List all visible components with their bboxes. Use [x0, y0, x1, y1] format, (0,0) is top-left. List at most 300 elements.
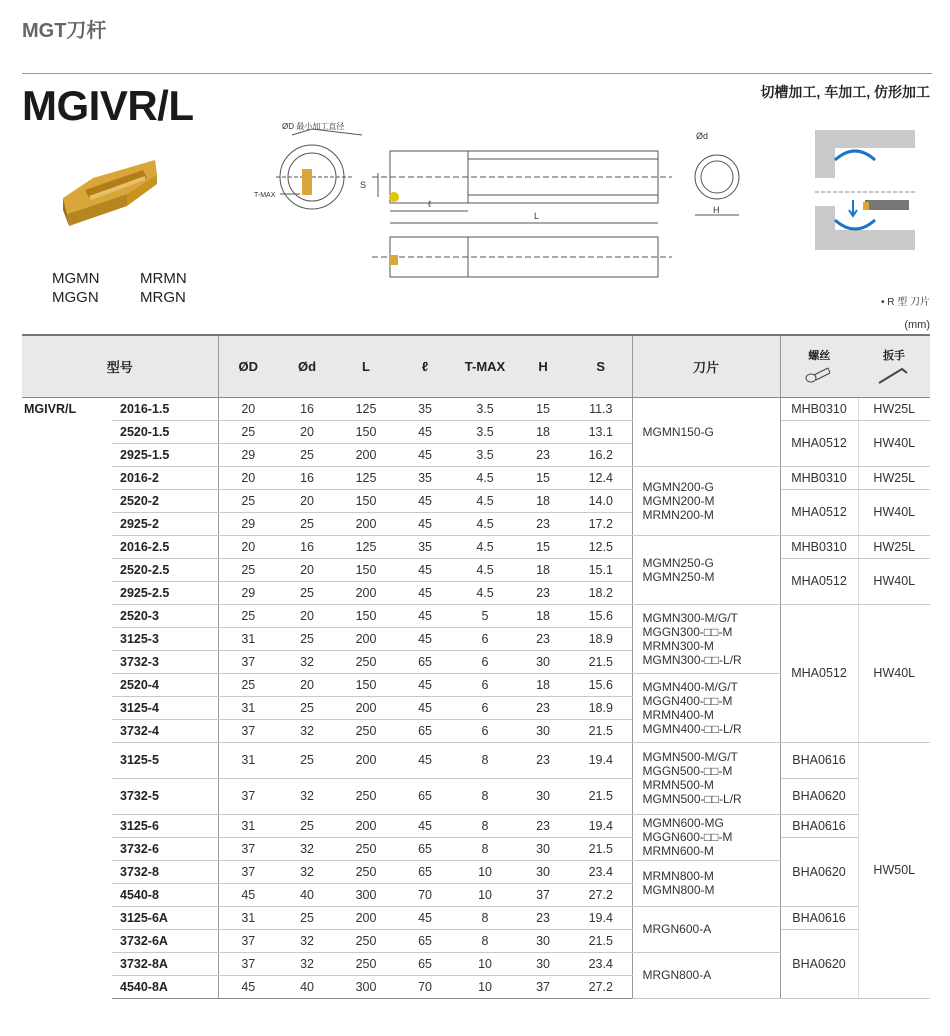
- header-tmax: T-MAX: [454, 335, 516, 397]
- insert-model: MRGN800-A: [642, 968, 712, 982]
- model-cell: 2016-2: [112, 466, 218, 489]
- cell-S: 12.4: [570, 466, 632, 489]
- cell-d: 20: [278, 558, 336, 581]
- cell-D: 37: [218, 650, 278, 673]
- od-label: ØD 最小加工直径: [282, 122, 345, 131]
- cell-tmax: 4.5: [454, 489, 516, 512]
- insert-code: MRGN: [140, 289, 186, 306]
- cell-L: 200: [336, 443, 396, 466]
- table-row: [22, 742, 930, 778]
- cell-d: 32: [278, 952, 336, 975]
- cell-D: 20: [218, 397, 278, 420]
- cell-l: 45: [396, 696, 454, 719]
- table-row: [22, 558, 930, 581]
- od-small-label: Ød: [696, 131, 709, 141]
- r-type-note: • R 型 刀片: [880, 297, 930, 308]
- cell-D: 37: [218, 778, 278, 814]
- h-label: H: [713, 205, 720, 215]
- wrench-cell: HW25L: [858, 397, 930, 420]
- cell-L: 200: [336, 512, 396, 535]
- cell-L: 200: [336, 696, 396, 719]
- model-cell: 2520-1.5: [112, 420, 218, 443]
- cell-D: 31: [218, 696, 278, 719]
- cell-D: 37: [218, 929, 278, 952]
- cell-S: 23.4: [570, 952, 632, 975]
- cell-S: 14.0: [570, 489, 632, 512]
- cell-l: 45: [396, 581, 454, 604]
- cell-L: 150: [336, 558, 396, 581]
- insert-model: MGMN300-M/G/T: [642, 610, 738, 625]
- cell-H: 23: [516, 581, 570, 604]
- cell-D: 37: [218, 719, 278, 742]
- cell-l: 70: [396, 975, 454, 998]
- insert-code: MRMN: [140, 270, 187, 287]
- cell-H: 23: [516, 696, 570, 719]
- cell-L: 200: [336, 906, 396, 929]
- insert-model: MGMN150-G: [642, 424, 714, 439]
- cell-S: 13.1: [570, 420, 632, 443]
- cell-l: 45: [396, 906, 454, 929]
- cell-d: 32: [278, 860, 336, 883]
- applications-text: 切槽加工, 车加工, 仿形加工: [760, 84, 930, 100]
- machining-illustration: [815, 130, 915, 250]
- cell-l: 65: [396, 952, 454, 975]
- cell-tmax: 6: [454, 696, 516, 719]
- insert-model: MGMN300-□□-L/R: [642, 652, 742, 667]
- cell-H: 18: [516, 420, 570, 443]
- cell-tmax: 4.5: [454, 535, 516, 558]
- cell-H: 23: [516, 443, 570, 466]
- cell-d: 20: [278, 673, 336, 696]
- cell-d: 25: [278, 742, 336, 778]
- screw-cell: BHA0616: [780, 742, 858, 778]
- cell-D: 25: [218, 420, 278, 443]
- cell-d: 32: [278, 650, 336, 673]
- cell-L: 125: [336, 397, 396, 420]
- cell-d: 16: [278, 466, 336, 489]
- cell-S: 18.2: [570, 581, 632, 604]
- cell-tmax: 3.5: [454, 443, 516, 466]
- cell-S: 21.5: [570, 719, 632, 742]
- cell-H: 23: [516, 512, 570, 535]
- header-model: 型号: [22, 335, 218, 397]
- cell-L: 250: [336, 778, 396, 814]
- insert-cell: [632, 466, 780, 535]
- cell-S: 21.5: [570, 778, 632, 814]
- tmax-label: T-MAX: [254, 192, 276, 199]
- cell-d: 32: [278, 719, 336, 742]
- cell-S: 17.2: [570, 512, 632, 535]
- screw-cell: BHA0620: [780, 837, 858, 906]
- insert-model: MRMN500-M: [642, 778, 714, 792]
- cell-H: 23: [516, 814, 570, 837]
- table-row: [22, 837, 930, 860]
- cell-S: 18.9: [570, 696, 632, 719]
- insert-model: MGMN200-G: [642, 479, 714, 494]
- cell-D: 37: [218, 837, 278, 860]
- cell-L: 200: [336, 627, 396, 650]
- cell-D: 45: [218, 975, 278, 998]
- group-label: MGIVR/L: [24, 401, 77, 416]
- cell-l: 45: [396, 558, 454, 581]
- model-cell: 3732-8A: [112, 952, 218, 975]
- cell-H: 30: [516, 650, 570, 673]
- insert-image: [55, 150, 165, 240]
- cell-S: 23.4: [570, 860, 632, 883]
- cell-H: 30: [516, 778, 570, 814]
- cell-L: 150: [336, 420, 396, 443]
- insert-model: MGMN400-M/G/T: [642, 679, 738, 694]
- cell-l: 65: [396, 719, 454, 742]
- insert-model: MRMN800-M: [642, 869, 714, 883]
- cell-l: 65: [396, 860, 454, 883]
- screw-cell: MHA0512: [780, 420, 858, 466]
- cell-L: 150: [336, 673, 396, 696]
- spec-table: [22, 334, 930, 999]
- cell-S: 15.6: [570, 604, 632, 627]
- cell-d: 25: [278, 443, 336, 466]
- cell-d: 20: [278, 420, 336, 443]
- cell-S: 15.1: [570, 558, 632, 581]
- model-cell: 2925-2: [112, 512, 218, 535]
- insert-model: MGMN250-M: [642, 569, 715, 584]
- cell-tmax: 8: [454, 778, 516, 814]
- wrench-label: 扳手: [883, 350, 906, 363]
- insert-model: MRMN600-M: [642, 844, 714, 858]
- cell-d: 16: [278, 397, 336, 420]
- header-D: ØD: [218, 335, 278, 397]
- wrench-icon: [876, 365, 912, 385]
- cell-tmax: 8: [454, 837, 516, 860]
- model-cell: 3732-3: [112, 650, 218, 673]
- screw-cell: BHA0620: [780, 929, 858, 998]
- cell-tmax: 8: [454, 906, 516, 929]
- insert-model: MGMN800-M: [642, 883, 715, 897]
- screw-cell: MHA0512: [780, 489, 858, 535]
- table-row: [22, 778, 930, 814]
- cell-S: 12.5: [570, 535, 632, 558]
- screw-cell: BHA0616: [780, 814, 858, 837]
- table-row: [22, 929, 930, 952]
- insert-cell: [632, 860, 780, 906]
- cell-L: 250: [336, 650, 396, 673]
- cell-l: 45: [396, 604, 454, 627]
- table-row: [22, 906, 930, 929]
- cell-d: 32: [278, 929, 336, 952]
- cell-L: 200: [336, 814, 396, 837]
- insert-model: MRMN300-M: [642, 638, 714, 653]
- cell-tmax: 8: [454, 814, 516, 837]
- table-row: [22, 397, 930, 420]
- cell-D: 25: [218, 673, 278, 696]
- cell-S: 19.4: [570, 814, 632, 837]
- cell-tmax: 10: [454, 975, 516, 998]
- cell-l: 45: [396, 489, 454, 512]
- cell-d: 32: [278, 837, 336, 860]
- cell-D: 29: [218, 581, 278, 604]
- model-cell: 3732-6: [112, 837, 218, 860]
- table-row: [22, 489, 930, 512]
- cell-d: 40: [278, 975, 336, 998]
- screw-cell: MHA0512: [780, 558, 858, 604]
- cell-L: 200: [336, 742, 396, 778]
- cell-d: 25: [278, 696, 336, 719]
- cell-H: 18: [516, 489, 570, 512]
- screw-icon: [804, 365, 834, 385]
- cell-tmax: 4.5: [454, 581, 516, 604]
- cell-l: 45: [396, 512, 454, 535]
- cell-tmax: 6: [454, 673, 516, 696]
- insert-model: MRMN400-M: [642, 707, 714, 722]
- cell-d: 25: [278, 627, 336, 650]
- page-title: MGIVR/L: [22, 82, 194, 129]
- cell-l: 45: [396, 443, 454, 466]
- cell-tmax: 6: [454, 719, 516, 742]
- cell-D: 31: [218, 742, 278, 778]
- insert-model: MGGN600-□□-M: [642, 830, 733, 844]
- insert-cell: [632, 604, 780, 673]
- header-screw: [780, 335, 858, 397]
- screw-cell: MHB0310: [780, 535, 858, 558]
- cell-H: 23: [516, 906, 570, 929]
- model-cell: 2925-2.5: [112, 581, 218, 604]
- insert-model: MGGN500-□□-M: [642, 764, 733, 778]
- wrench-cell: HW25L: [858, 466, 930, 489]
- cell-S: 19.4: [570, 906, 632, 929]
- cell-H: 18: [516, 673, 570, 696]
- s-label: S: [360, 180, 367, 190]
- table-row: [22, 814, 930, 837]
- insert-model: MRMN200-M: [642, 507, 714, 522]
- cell-L: 300: [336, 883, 396, 906]
- insert-cell: [632, 535, 780, 604]
- model-cell: 3732-6A: [112, 929, 218, 952]
- wrench-cell: HW40L: [858, 420, 930, 466]
- insert-cell: [632, 673, 780, 742]
- cell-D: 37: [218, 952, 278, 975]
- screw-cell: BHA0616: [780, 906, 858, 929]
- model-cell: 2016-1.5: [112, 397, 218, 420]
- cell-H: 15: [516, 535, 570, 558]
- cell-tmax: 4.5: [454, 466, 516, 489]
- cell-H: 23: [516, 627, 570, 650]
- model-cell: 2520-2: [112, 489, 218, 512]
- model-cell: 2925-1.5: [112, 443, 218, 466]
- insert-model: MRGN600-A: [642, 922, 712, 936]
- header-d: Ød: [278, 335, 336, 397]
- cell-D: 25: [218, 558, 278, 581]
- cell-tmax: 8: [454, 929, 516, 952]
- insert-cell: [632, 397, 780, 466]
- cell-l: 65: [396, 837, 454, 860]
- model-cell: 2520-3: [112, 604, 218, 627]
- insert-model: MGMN200-M: [642, 493, 715, 508]
- insert-type-list: [52, 270, 220, 306]
- cell-D: 31: [218, 627, 278, 650]
- cell-l: 70: [396, 883, 454, 906]
- cell-tmax: 3.5: [454, 420, 516, 443]
- cell-D: 37: [218, 860, 278, 883]
- wrench-cell: HW25L: [858, 535, 930, 558]
- wrench-cell: HW40L: [858, 489, 930, 535]
- unit-label: (mm): [904, 319, 930, 331]
- cell-S: 21.5: [570, 650, 632, 673]
- model-cell: 3125-4: [112, 696, 218, 719]
- screw-label: 螺丝: [808, 350, 831, 363]
- model-cell: 2016-2.5: [112, 535, 218, 558]
- cell-d: 25: [278, 814, 336, 837]
- model-cell: 4540-8: [112, 883, 218, 906]
- cell-S: 11.3: [570, 397, 632, 420]
- cell-L: 250: [336, 719, 396, 742]
- model-cell: 3125-3: [112, 627, 218, 650]
- cell-L: 300: [336, 975, 396, 998]
- cell-S: 16.2: [570, 443, 632, 466]
- cell-L: 250: [336, 952, 396, 975]
- header-wrench: [858, 335, 930, 397]
- model-cell: 2520-2.5: [112, 558, 218, 581]
- cell-l: 65: [396, 929, 454, 952]
- cell-D: 45: [218, 883, 278, 906]
- cell-tmax: 4.5: [454, 512, 516, 535]
- cell-l: 35: [396, 466, 454, 489]
- cell-D: 31: [218, 814, 278, 837]
- cell-d: 40: [278, 883, 336, 906]
- insert-model: MGMN500-□□-L/R: [642, 792, 742, 806]
- l-big-label: L: [534, 211, 540, 221]
- cell-D: 20: [218, 535, 278, 558]
- wrench-cell: HW40L: [858, 604, 930, 742]
- screw-cell: MHB0310: [780, 466, 858, 489]
- l-small-label: ℓ: [428, 199, 431, 209]
- insert-model: MGMN250-G: [642, 555, 714, 570]
- model-cell: 3732-4: [112, 719, 218, 742]
- cell-H: 37: [516, 883, 570, 906]
- cell-H: 37: [516, 975, 570, 998]
- cell-D: 20: [218, 466, 278, 489]
- cell-d: 25: [278, 906, 336, 929]
- header-S: S: [570, 335, 632, 397]
- insert-model: MGGN400-□□-M: [642, 693, 733, 708]
- cell-tmax: 8: [454, 742, 516, 778]
- cell-H: 30: [516, 952, 570, 975]
- insert-code: MGMN: [52, 270, 100, 287]
- cell-D: 25: [218, 489, 278, 512]
- cell-S: 19.4: [570, 742, 632, 778]
- cell-d: 20: [278, 604, 336, 627]
- screw-cell: MHB0310: [780, 397, 858, 420]
- cell-l: 45: [396, 814, 454, 837]
- cell-S: 15.6: [570, 673, 632, 696]
- cell-tmax: 4.5: [454, 558, 516, 581]
- model-cell: 3125-6: [112, 814, 218, 837]
- cell-d: 20: [278, 489, 336, 512]
- insert-cell: [632, 952, 780, 998]
- divider: [22, 73, 932, 74]
- insert-cell: [632, 742, 780, 814]
- cell-H: 30: [516, 837, 570, 860]
- screw-cell: BHA0620: [780, 778, 858, 814]
- header-insert: 刀片: [632, 335, 780, 397]
- cell-tmax: 6: [454, 650, 516, 673]
- cell-l: 45: [396, 627, 454, 650]
- table-row: [22, 466, 930, 489]
- cell-tmax: 10: [454, 860, 516, 883]
- cell-S: 21.5: [570, 929, 632, 952]
- cell-L: 150: [336, 489, 396, 512]
- cell-d: 16: [278, 535, 336, 558]
- cell-H: 30: [516, 860, 570, 883]
- model-cell: 2520-4: [112, 673, 218, 696]
- header-H: H: [516, 335, 570, 397]
- cell-tmax: 10: [454, 952, 516, 975]
- cell-L: 250: [336, 837, 396, 860]
- cell-D: 29: [218, 512, 278, 535]
- cell-tmax: 10: [454, 883, 516, 906]
- cell-L: 250: [336, 929, 396, 952]
- cell-H: 30: [516, 929, 570, 952]
- cell-D: 25: [218, 604, 278, 627]
- cell-tmax: 6: [454, 627, 516, 650]
- cell-H: 23: [516, 742, 570, 778]
- insert-model: MGMN500-M/G/T: [642, 750, 738, 764]
- cell-H: 30: [516, 719, 570, 742]
- cell-S: 18.9: [570, 627, 632, 650]
- model-cell: 3125-6A: [112, 906, 218, 929]
- cell-l: 65: [396, 778, 454, 814]
- cell-H: 18: [516, 558, 570, 581]
- header-l: ℓ: [396, 335, 454, 397]
- cell-L: 200: [336, 581, 396, 604]
- table-header: [22, 335, 930, 397]
- model-cell: 3732-5: [112, 778, 218, 814]
- cell-d: 25: [278, 512, 336, 535]
- cell-l: 35: [396, 535, 454, 558]
- cell-l: 45: [396, 420, 454, 443]
- wrench-cell: HW40L: [858, 558, 930, 604]
- cell-l: 45: [396, 673, 454, 696]
- cell-S: 27.2: [570, 975, 632, 998]
- cell-L: 125: [336, 535, 396, 558]
- table-row: [22, 604, 930, 627]
- model-cell: 3125-5: [112, 742, 218, 778]
- cell-d: 32: [278, 778, 336, 814]
- insert-model: MGMN600-MG: [642, 816, 724, 830]
- cell-D: 31: [218, 906, 278, 929]
- tool-drawing: [254, 115, 742, 295]
- insert-model: MGMN400-□□-L/R: [642, 721, 742, 736]
- cell-H: 18: [516, 604, 570, 627]
- cell-S: 27.2: [570, 883, 632, 906]
- header-L: L: [336, 335, 396, 397]
- model-cell: 3732-8: [112, 860, 218, 883]
- cell-S: 21.5: [570, 837, 632, 860]
- cell-H: 15: [516, 397, 570, 420]
- wrench-cell: HW50L: [858, 742, 930, 998]
- cell-tmax: 5: [454, 604, 516, 627]
- screw-cell: MHA0512: [780, 604, 858, 742]
- cell-D: 29: [218, 443, 278, 466]
- cell-d: 25: [278, 581, 336, 604]
- insert-code: MGGN: [52, 289, 99, 306]
- table-row: [22, 535, 930, 558]
- cell-L: 150: [336, 604, 396, 627]
- model-cell: 4540-8A: [112, 975, 218, 998]
- cell-L: 125: [336, 466, 396, 489]
- cell-L: 250: [336, 860, 396, 883]
- category-title: MGT刀杆: [22, 20, 107, 42]
- insert-cell: [632, 814, 780, 860]
